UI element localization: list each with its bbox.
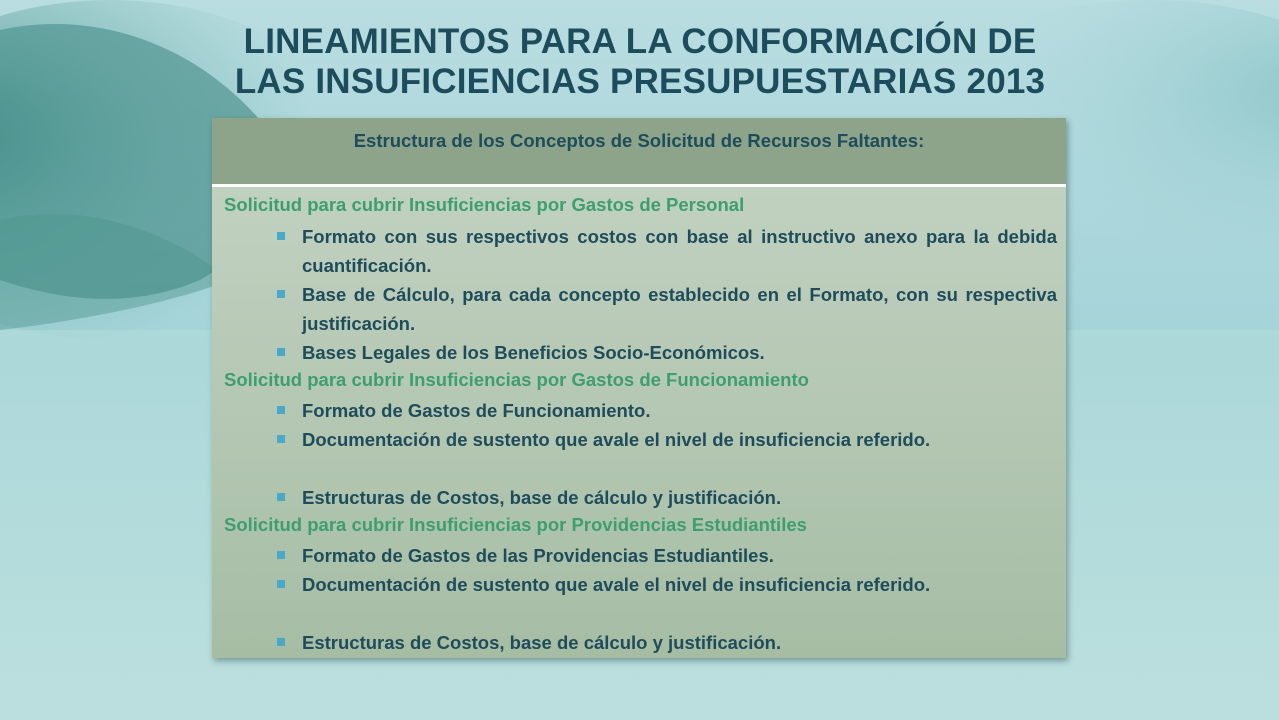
list-item bbox=[302, 541, 1057, 570]
list-item bbox=[302, 396, 1057, 425]
list-item-text: Documentación de sustento que avale el nivel de insuficiencia referido. bbox=[302, 429, 931, 450]
list-item-text: Formato de Gastos de las Providencias Estudiantiles. bbox=[302, 545, 774, 566]
list-item-text: Documentación de sustento que avale el nivel de insuficiencia referido. bbox=[302, 574, 931, 595]
list-item-text: Base de Cálculo, para cada concepto establecido en el Formato, con su respectiva justificación. bbox=[302, 284, 1057, 334]
section-heading-gastos-funcionamiento: Solicitud para cubrir Insuficiencias por Gastos de Funcionamiento bbox=[224, 369, 809, 390]
list-item bbox=[302, 570, 1057, 599]
list-item bbox=[302, 338, 1057, 367]
content-panel bbox=[212, 118, 1066, 658]
list-item-text: Estructuras de Costos, base de cálculo y justificación. bbox=[302, 632, 782, 653]
slide-title bbox=[140, 22, 1140, 102]
square-bullet-icon bbox=[277, 580, 285, 588]
list-item bbox=[302, 425, 1057, 454]
list-item bbox=[302, 280, 1057, 338]
panel-body bbox=[212, 187, 1066, 658]
square-bullet-icon bbox=[277, 551, 285, 559]
square-bullet-icon bbox=[277, 406, 285, 414]
square-bullet-icon bbox=[277, 435, 285, 443]
list-item-text: Estructuras de Costos, base de cálculo y justificación. bbox=[302, 487, 782, 508]
square-bullet-icon bbox=[277, 638, 285, 646]
list-item bbox=[302, 628, 1057, 657]
list-item bbox=[302, 483, 1057, 512]
list-item-text: Formato de Gastos de Funcionamiento. bbox=[302, 400, 651, 421]
section-heading-gastos-personal: Solicitud para cubrir Insuficiencias por Gastos de Personal bbox=[224, 194, 745, 215]
panel-header bbox=[212, 118, 1066, 187]
square-bullet-icon bbox=[277, 232, 285, 240]
slide-title-line-2: LAS INSUFICIENCIAS PRESUPUESTARIAS 2013 bbox=[234, 62, 1046, 101]
list-item-text: Formato con sus respectivos costos con base al instructivo anexo para la debida cuantificación. bbox=[302, 226, 1057, 276]
panel-header-text: Estructura de los Conceptos de Solicitud de Recursos Faltantes: bbox=[353, 130, 925, 151]
slide-title-line-1: LINEAMIENTOS PARA LA CONFORMACIÓN DE bbox=[243, 22, 1037, 61]
list-item bbox=[302, 222, 1057, 280]
section-heading-providencias-estudiantiles: Solicitud para cubrir Insuficiencias por Providencias Estudiantiles bbox=[224, 514, 807, 535]
square-bullet-icon bbox=[277, 493, 285, 501]
square-bullet-icon bbox=[277, 290, 285, 298]
square-bullet-icon bbox=[277, 348, 285, 356]
list-item-text: Bases Legales de los Beneficios Socio-Económicos. bbox=[302, 342, 765, 363]
